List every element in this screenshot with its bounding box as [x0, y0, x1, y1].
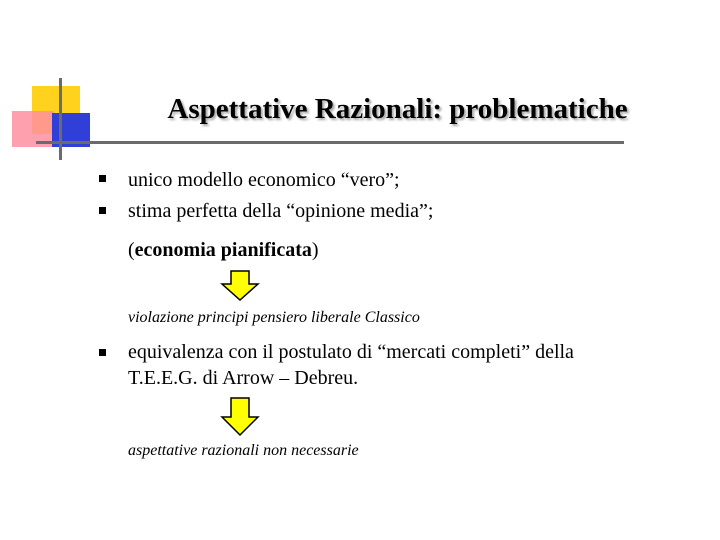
note-text-1: violazione principi pensiero liberale Classico	[128, 309, 420, 326]
bullet-text-1: unico modello economico “vero”;	[128, 169, 400, 191]
square-bullet-icon	[99, 207, 106, 214]
planned-economy-emphasis: economia pianificata	[134, 239, 312, 261]
slide-title: Aspettative Razionali: problematiche	[167, 93, 628, 125]
paren-open: (	[128, 239, 135, 261]
square-bullet-icon	[99, 175, 106, 182]
decor-horizontal-line	[36, 141, 624, 144]
bullet-text-3-line-1: equivalenza con il postulato di “mercati completi” della	[128, 341, 574, 363]
paren-close: )	[311, 239, 319, 261]
down-arrow-icon	[220, 270, 260, 302]
bullet-text-3-line-2: T.E.E.G. di Arrow – Debreu.	[128, 367, 359, 389]
note-text-2: aspettative razionali non necessarie	[128, 442, 359, 459]
bullet-text-2-continuation	[128, 238, 319, 262]
down-arrow-icon	[220, 397, 260, 437]
square-bullet-icon	[99, 349, 106, 356]
bullet-text-2: stima perfetta della “opinione media”;	[128, 200, 434, 222]
